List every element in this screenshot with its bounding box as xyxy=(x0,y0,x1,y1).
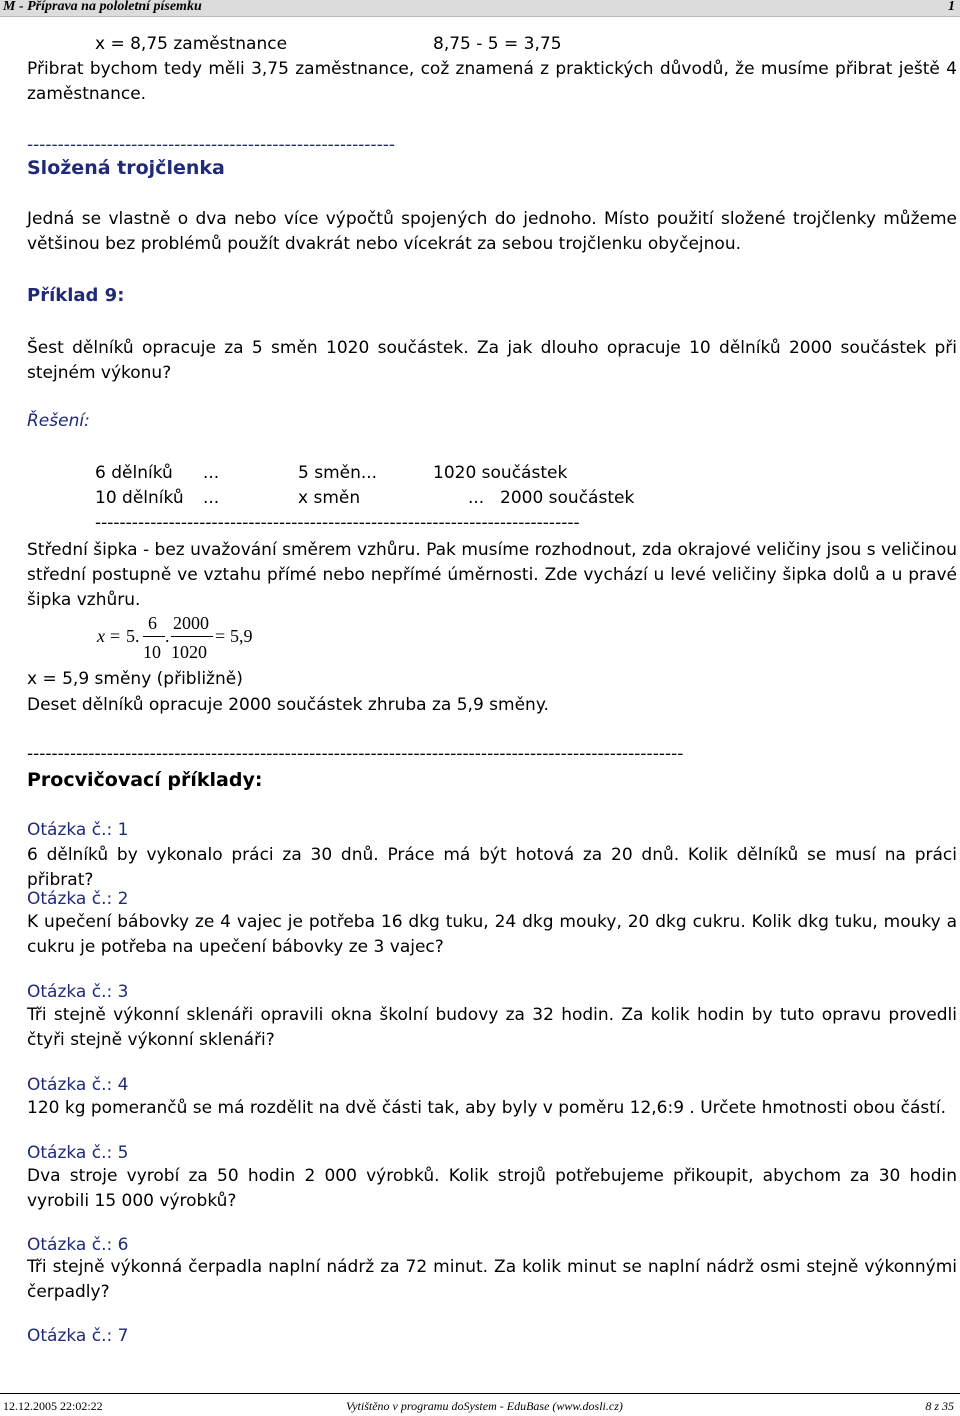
fraction-bar-2 xyxy=(171,636,213,637)
question-text: 120 kg pomerančů se má rozdělit na dvě části tak, aby byly v poměru 12,6:9 . Určete hmotnosti obou částí. xyxy=(27,1098,947,1118)
formula-eq2: = xyxy=(215,626,226,646)
fraction-bar-1 xyxy=(143,636,165,637)
line-difference: 8,75 - 5 = 3,75 xyxy=(433,34,562,54)
separator-line: ------------------------------------------------------------ xyxy=(27,135,396,155)
row2-parts: 2000 součástek xyxy=(500,488,635,508)
formula-num1: 6 xyxy=(148,613,157,633)
example-task: Šest dělníků opracuje za 5 směn 1020 součástek. Za jak dlouho opracuje 10 dělníků 2000 součástek při stejném výkonu? xyxy=(27,338,957,383)
question-text: K upečení bábovky ze 4 vajec je potřeba 16 dkg tuku, 24 dkg mouky, 20 dkg cukru. Kolik dkg tuku, mouky a cukru je potřeba na upečení bábovky ze 3 vajec? xyxy=(27,912,957,957)
row1-parts: 1020 součástek xyxy=(433,463,568,483)
formula-result: 5,9 xyxy=(230,626,253,646)
question-label: Otázka č.: 2 xyxy=(27,889,129,909)
footer-timestamp: 12.12.2005 22:02:22 xyxy=(3,1399,103,1413)
page-header xyxy=(0,0,960,17)
question-label: Otázka č.: 3 xyxy=(27,982,129,1002)
section-intro: Jedná se vlastně o dva nebo více výpočtů spojených do jednoho. Místo použití složené trojčlenky můžeme většinou bez problémů použít dvakrát nebo vícekrát za sebou trojčlenku obyčejnou. xyxy=(27,209,957,254)
header-title: M - Příprava na pololetní písemku xyxy=(3,0,202,14)
footer-printed: Vytištěno v programu doSystem - EduBase (www.dosli.cz) xyxy=(346,1399,623,1413)
question-label: Otázka č.: 7 xyxy=(27,1326,129,1346)
question-label: Otázka č.: 6 xyxy=(27,1235,129,1255)
separator-line-2: ----------------------------------------------------------------------------------------------------------- xyxy=(27,744,684,764)
formula-dot: . xyxy=(165,626,170,646)
question-label: Otázka č.: 4 xyxy=(27,1075,129,1095)
result-line: x = 5,9 směny (přibližně) xyxy=(27,669,243,689)
row2-dots: ... xyxy=(203,488,220,508)
question-text: 6 dělníků by vykonalo práci za 30 dnů. Práce má být hotová za 20 dnů. Kolik dělníků se musí na práci přibrat? xyxy=(27,845,957,890)
conclusion: Deset dělníků opracuje 2000 součástek zhruba za 5,9 směny. xyxy=(27,695,549,715)
row1-workers: 6 dělníků xyxy=(95,463,173,483)
page-footer xyxy=(0,1393,960,1416)
question-text: Tři stejně výkonná čerpadla naplní nádrž za 72 minut. Za kolik minut se naplní nádrž osmi stejně výkonnými čerpadly? xyxy=(27,1257,957,1302)
row2-dots-2: ... xyxy=(468,488,485,508)
question-label: Otázka č.: 5 xyxy=(27,1143,129,1163)
formula-num2: 2000 xyxy=(173,613,209,633)
row1-shifts: 5 směn... xyxy=(298,463,378,483)
practice-title: Procvičovací příklady: xyxy=(27,769,263,791)
line-x-employees: x = 8,75 zaměstnance xyxy=(95,34,288,54)
question-text: Tři stejně výkonní sklenáři opravili okna školní budovy za 32 hodin. Za kolik hodin by tuto opravu provedli čtyři stejně výkonní sklenáři? xyxy=(27,1005,957,1050)
formula-den2: 1020 xyxy=(171,642,207,662)
formula-eq: = xyxy=(110,626,121,646)
question-label: Otázka č.: 1 xyxy=(27,820,129,840)
row2-shifts: x směn xyxy=(298,488,361,508)
formula-den1: 10 xyxy=(143,642,161,662)
solution-label: Řešení: xyxy=(27,411,90,431)
section-title: Složená trojčlenka xyxy=(27,157,225,179)
row1-dots: ... xyxy=(203,463,220,483)
header-page-number: 1 xyxy=(948,0,955,14)
row2-workers: 10 dělníků xyxy=(95,488,184,508)
explanation: Střední šipka - bez uvažování směrem vzhůru. Pak musíme rozhodnout, zda okrajové veličiny jsou s veličinou střední postupně ve vztahu přímé nebo nepřímé úměrnosti. Zde vychází u levé veličiny šipka dolů a u pravé šipka vzhůru. xyxy=(27,540,957,610)
table-separator: ------------------------------------------------------------------------------- xyxy=(95,513,580,533)
formula-x: x xyxy=(97,626,105,646)
footer-pages: 8 z 35 xyxy=(925,1399,954,1413)
hire-paragraph: Přibrat bychom tedy měli 3,75 zaměstnance, což znamená z praktických důvodů, že musíme přibrat ještě 4 zaměstnance. xyxy=(27,59,957,104)
formula-five: 5. xyxy=(126,626,140,646)
example-title: Příklad 9: xyxy=(27,285,125,306)
question-text: Dva stroje vyrobí za 50 hodin 2 000 výrobků. Kolik strojů potřebujeme přikoupit, abychom za 30 hodin vyrobili 15 000 výrobků? xyxy=(27,1166,957,1211)
